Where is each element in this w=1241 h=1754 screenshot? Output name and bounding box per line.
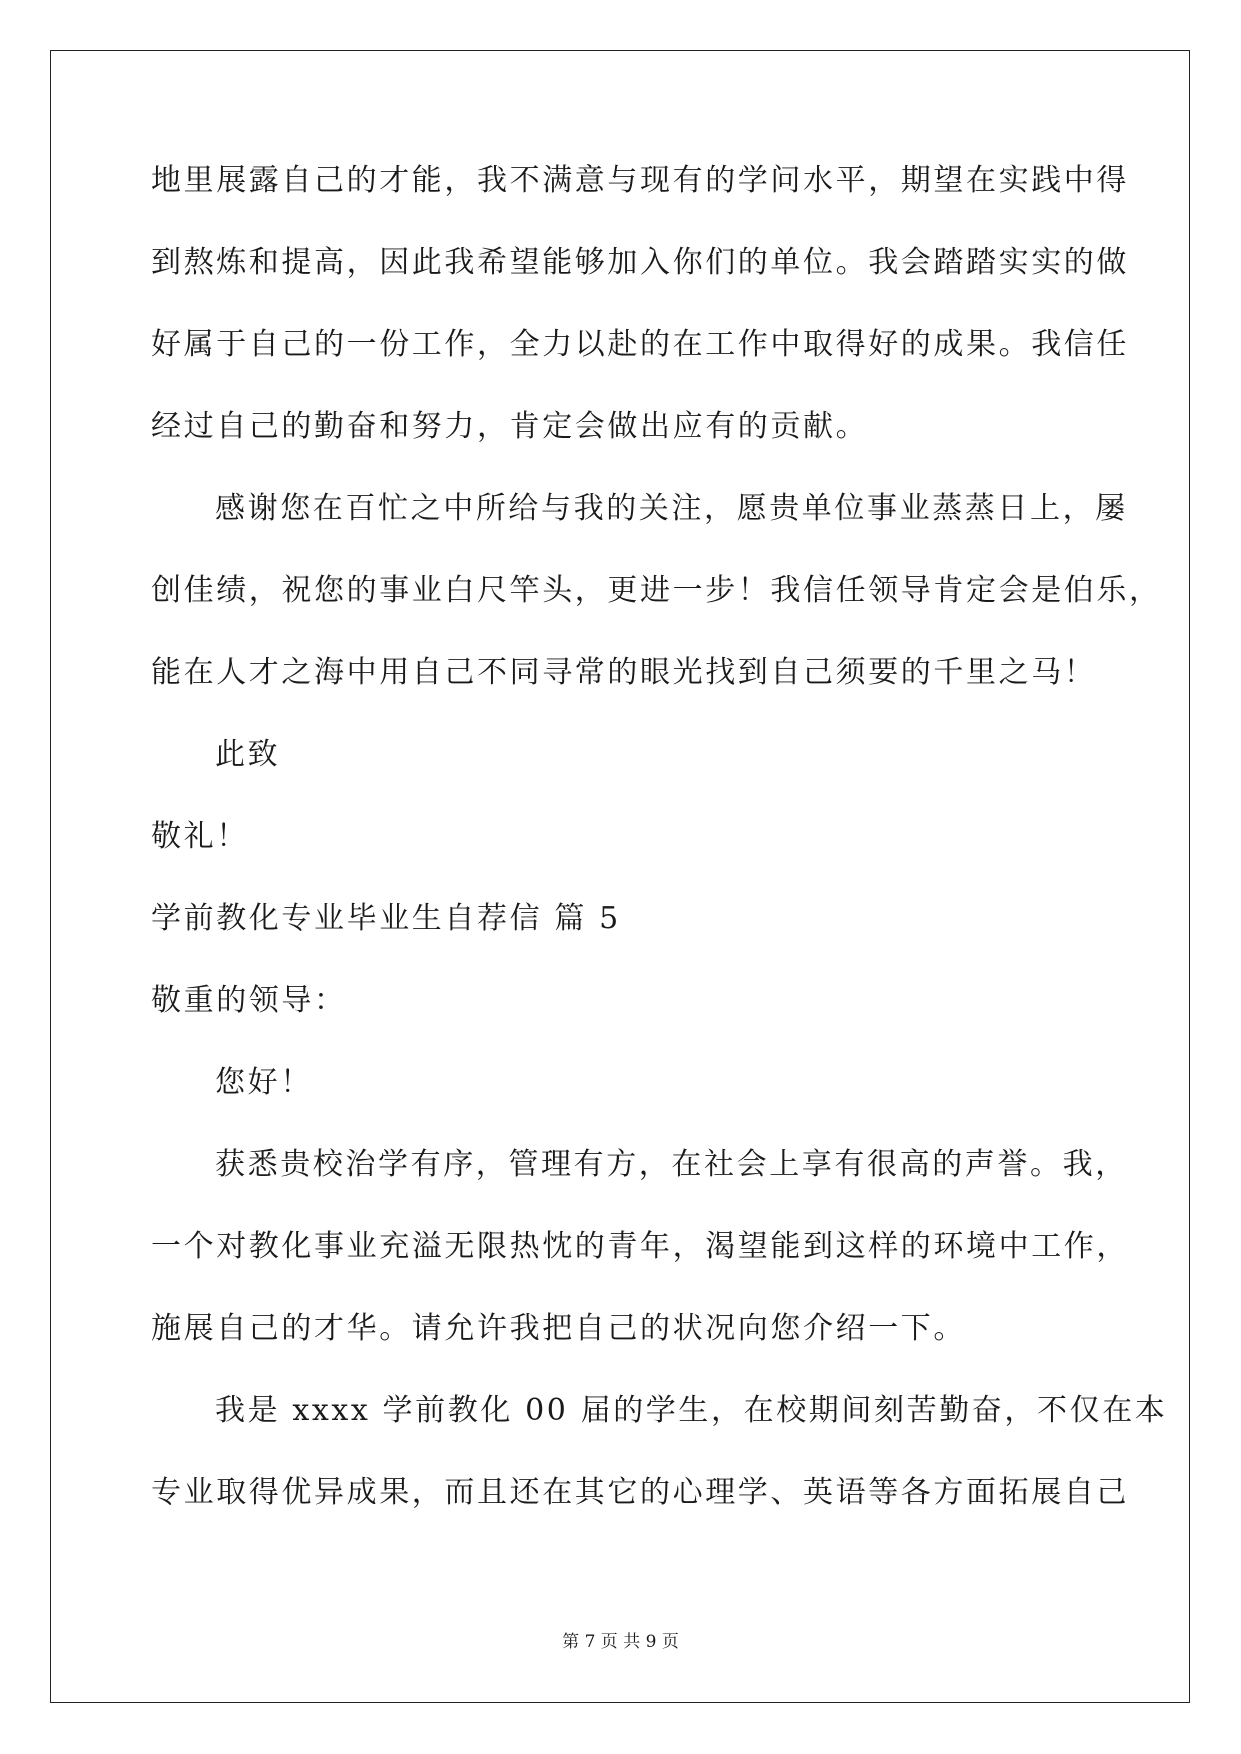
closing-regards: 敬礼！ xyxy=(151,819,249,854)
closing-salutation: 此致 xyxy=(215,737,281,772)
text-line-16: 我是 xxxx 学前教化 00 届的学生，在校期间刻苦勤奋，不仅在本 xyxy=(215,1393,1168,1428)
text-line-4: 经过自己的勤奋和努力，肯定会做出应有的贡献。 xyxy=(151,409,869,444)
text-line-7: 能在人才之海中用自己不同寻常的眼光找到自己须要的千里之马！ xyxy=(151,655,1097,690)
text-line-2: 到熬炼和提高，因此我希望能够加入你们的单位。我会踏踏实实的做 xyxy=(151,245,1129,280)
section-heading: 学前教化专业毕业生自荐信 篇 5 xyxy=(151,901,621,936)
letter-greeting: 敬重的领导： xyxy=(151,983,347,1018)
page-number-footer: 第 7 页 共 9 页 xyxy=(562,1632,679,1652)
text-line-17: 专业取得优异成果，而且还在其它的心理学、英语等各方面拓展自己 xyxy=(151,1475,1129,1510)
text-line-3: 好属于自己的一份工作，全力以赴的在工作中取得好的成果。我信任 xyxy=(151,327,1129,362)
text-line-15: 施展自己的才华。请允许我把自己的状况向您介绍一下。 xyxy=(151,1311,966,1346)
text-line-1: 地里展露自己的才能，我不满意与现有的学问水平，期望在实践中得 xyxy=(151,163,1129,198)
letter-hello: 您好！ xyxy=(215,1065,313,1100)
text-line-14: 一个对教化事业充溢无限热忱的青年，渴望能到这样的环境中工作， xyxy=(151,1229,1129,1264)
text-line-6: 创佳绩，祝您的事业白尺竿头，更进一步！我信任领导肯定会是伯乐， xyxy=(151,573,1162,608)
text-line-5: 感谢您在百忙之中所给与我的关注，愿贵单位事业蒸蒸日上，屡 xyxy=(215,491,1128,526)
text-line-13: 获悉贵校治学有序，管理有方，在社会上享有很高的声誉。我， xyxy=(215,1147,1128,1182)
document-body xyxy=(151,158,1168,1552)
